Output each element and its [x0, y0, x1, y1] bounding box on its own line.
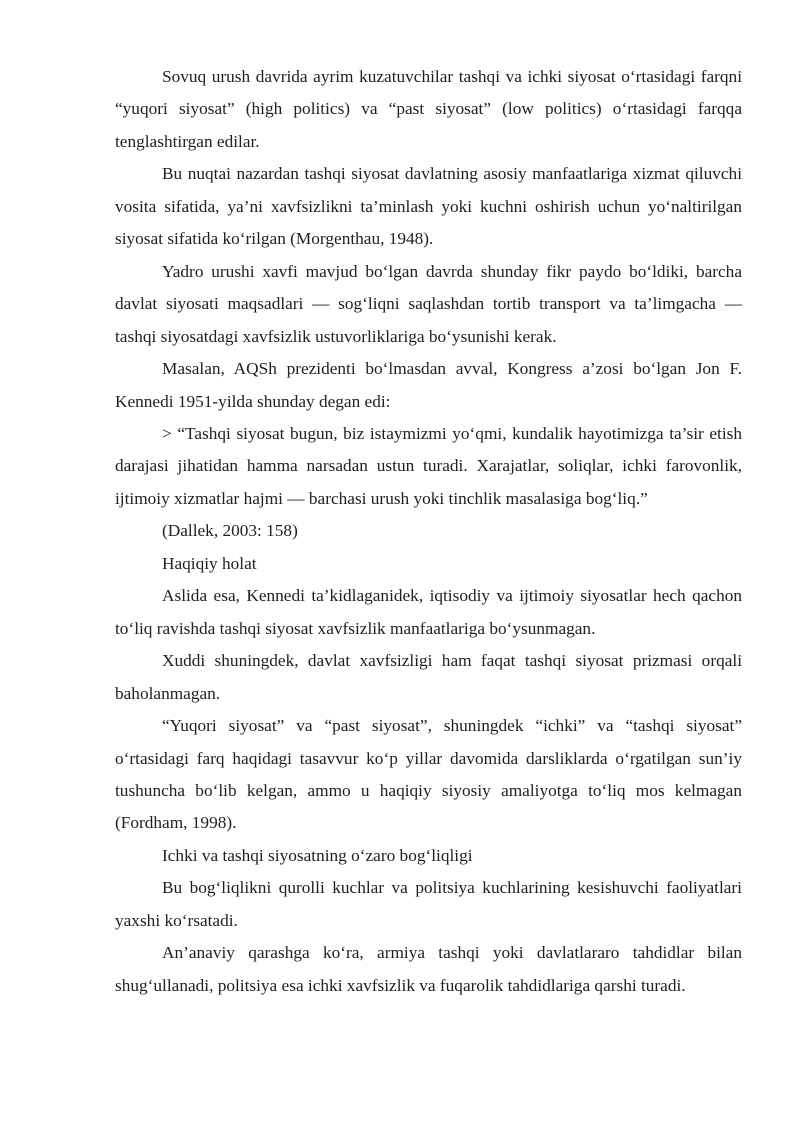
- paragraph-morgenthau: Bu nuqtai nazardan tashqi siyosat davlatning asosiy manfaatlariga xizmat qiluvchi vosita sifatida, ya’ni xavfsizlikni ta’minlash yoki kuchni oshirish uchun yo‘naltirilgan siyosat sifatida ko‘rilgan (Morgenthau, 1948).: [115, 164, 742, 249]
- paragraph-armed-forces-police: Bu bog‘liqlikni qurolli kuchlar va politsiya kuchlarining kesishuvchi faoliyatlari yaxshi ko‘rsatadi.: [115, 878, 742, 930]
- paragraph-fordham: “Yuqori siyosat” va “past siyosat”, shuningdek “ichki” va “tashqi siyosat” o‘rtasidagi farq haqidagi tasavvur ko‘p yillar davomida darsliklarda o‘rgatilgan sun’iy tushuncha bo‘lib kelgan, ammo u haqiqiy siyosiy amaliyotga to‘liq mos kelmagan (Fordham, 1998).: [115, 716, 742, 833]
- paragraph-traditional-view: An’anaviy qarashga ko‘ra, armiya tashqi yoki davlatlararo tahdidlar bilan shug‘ullanadi, politsiya esa ichki xavfsizlik va fuqarolik tahdidlariga qarshi turadi.: [115, 943, 742, 995]
- paragraph-state-security: Xuddi shuningdek, davlat xavfsizligi ham faqat tashqi siyosat prizmasi orqali baholanmagan.: [115, 651, 742, 703]
- citation-dallek: (Dallek, 2003: 158): [162, 521, 298, 541]
- paragraph-cold-war: Sovuq urush davrida ayrim kuzatuvchilar tashqi va ichki siyosat o‘rtasidagi farqni “yuqori siyosat” (high politics) va “past siyosat” (low politics) o‘rtasidagi farqqa tenglashtirgan edilar.: [115, 67, 742, 151]
- section-heading-interdependence: Ichki va tashqi siyosatning o‘zaro bog‘liqligi: [162, 845, 473, 865]
- paragraph-nuclear-war: Yadro urushi xavfi mavjud bo‘lgan davrda shunday fikr paydo bo‘ldiki, barcha davlat siyosati maqsadlari — sog‘liqni saqlashdan tortib transport va ta’limgacha — tashqi siyosatdagi xavfsizlik ustuvorliklariga bo‘ysunishi kerak.: [115, 261, 742, 346]
- paragraph-economic-policy: Aslida esa, Kennedi ta’kidlaganidek, iqtisodiy va ijtimoiy siyosatlar hech qachon to‘liq ravishda tashqi siyosat xavfsizlik manfaatlariga bo‘ysunmagan.: [115, 586, 742, 638]
- blockquote-kennedy: > “Tashqi siyosat bugun, biz istaymizmi yo‘qmi, kundalik hayotimizga ta’sir etish darajasi jihatidan hamma narsadan ustun turadi. Xarajatlar, soliqlar, ichki farovonlik, ijtimoiy xizmatlar hajmi — barchasi urush yoki tinchlik masalasiga bog‘liq.”: [115, 423, 742, 508]
- document-page: [115, 61, 742, 1002]
- section-heading-real-situation: Haqiqiy holat: [162, 553, 257, 573]
- paragraph-kennedy-intro: Masalan, AQSh prezidenti bo‘lmasdan avval, Kongress a’zosi bo‘lgan Jon F. Kennedi 1951-yilda shunday degan edi:: [115, 359, 742, 411]
